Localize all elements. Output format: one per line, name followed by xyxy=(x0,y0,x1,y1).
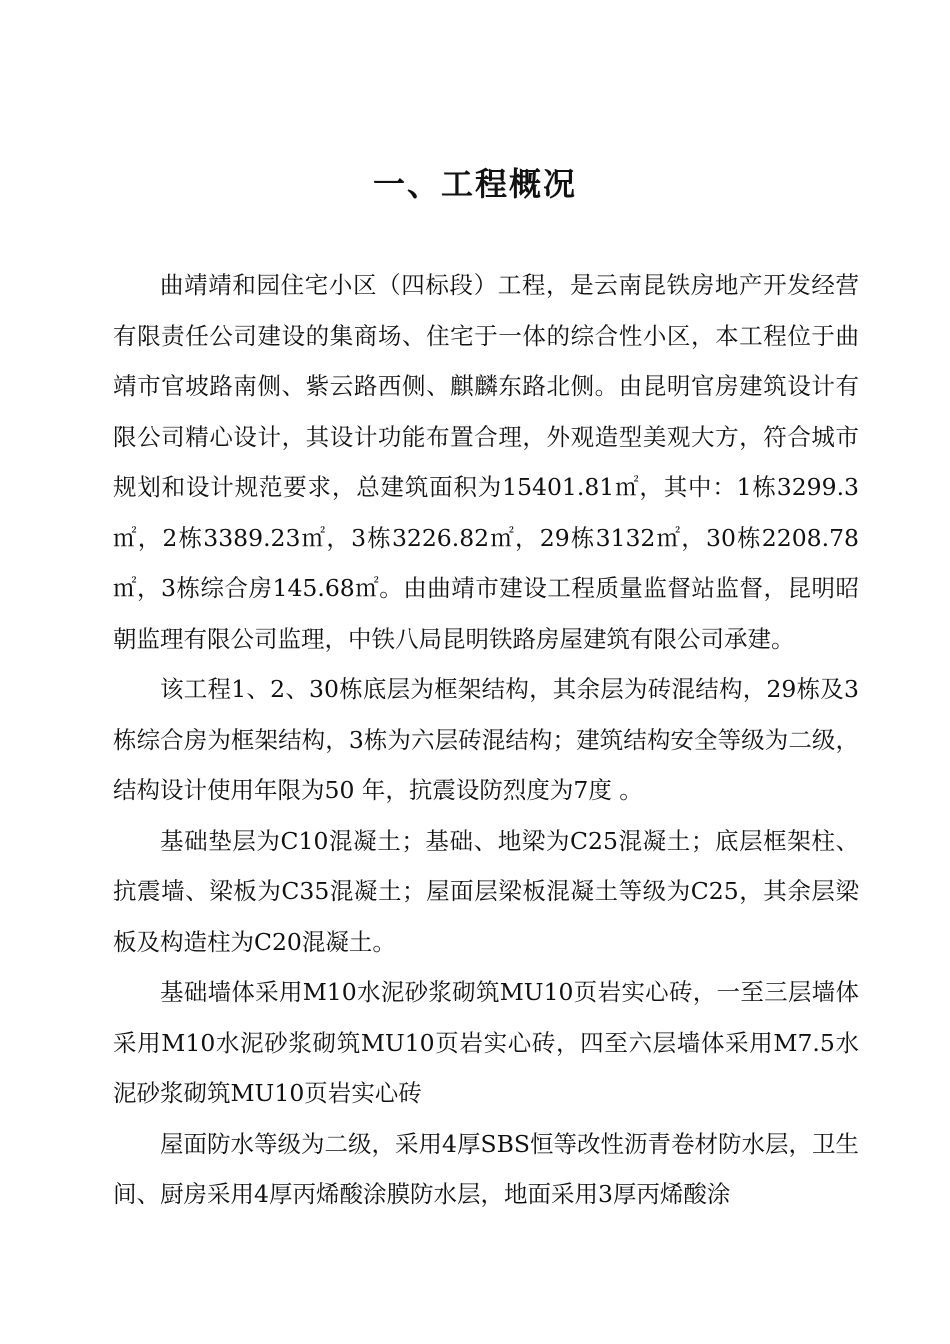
paragraph-structure: 该工程1、2、30栋底层为框架结构，其余层为砖混结构，29栋及3栋综合房为框架结构，3栋为六层砖混结构；建筑结构安全等级为二级，结构设计使用年限为50 年，抗震设防烈度为7度 。 xyxy=(113,675,859,804)
paragraph-overview: 曲靖靖和园住宅小区（四标段）工程，是云南昆铁房地产开发经营有限责任公司建设的集商场、住宅于一体的综合性小区，本工程位于曲靖市官坡路南侧、紫云路西侧、麒麟东路北侧。由昆明官房建筑设计有限公司精心设计，其设计功能布置合理，外观造型美观大方，符合城市规划和设计规范要求，总建筑面积为15401.81㎡，其中：1栋3299.3㎡，2栋3389.23㎡，3栋3226.82㎡，29栋3132㎡，30栋2208.78㎡，3栋综合房145.68㎡。由曲靖市建设工程质量监督站监督，昆明昭朝监理有限公司监理，中铁八局昆明铁路房屋建筑有限公司承建。 xyxy=(113,271,859,653)
document-body xyxy=(113,260,859,1220)
paragraph-waterproofing: 屋面防水等级为二级，采用4厚SBS恒等改性沥青卷材防水层，卫生间、厨房采用4厚丙烯酸涂膜防水层，地面采用3厚丙烯酸涂 xyxy=(113,1129,859,1208)
section-title: 一、工程概况 xyxy=(372,165,577,203)
paragraph-masonry: 基础墙体采用M10水泥砂浆砌筑MU10页岩实心砖，一至三层墙体采用M10水泥砂浆砌筑MU10页岩实心砖，四至六层墙体采用M7.5水泥砂浆砌筑MU10页岩实心砖 xyxy=(113,978,859,1107)
paragraph-concrete: 基础垫层为C10混凝土；基础、地梁为C25混凝土；底层框架柱、抗震墙、梁板为C35混凝土；屋面层梁板混凝土等级为C25，其余层梁板及构造柱为C20混凝土。 xyxy=(113,826,859,956)
